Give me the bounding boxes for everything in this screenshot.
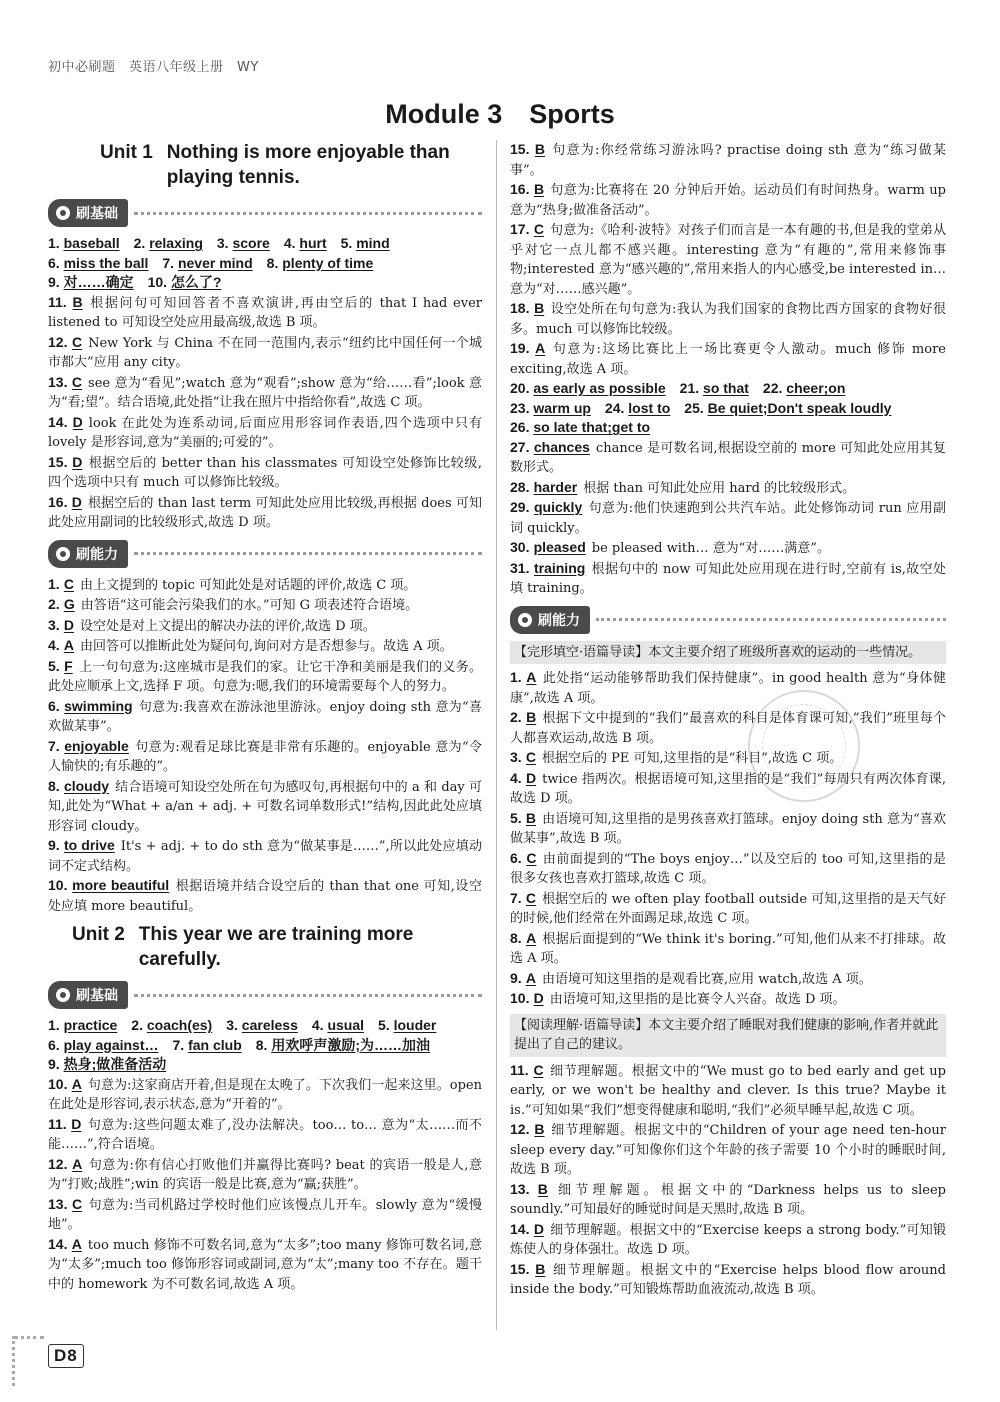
- answer-item: [48, 737, 482, 777]
- explanation-text: 细节理解题。根据文中的“Exercise helps blood flow around inside the body.”可知锻炼帮助血液流动,故选 B 项。: [510, 1262, 946, 1297]
- answer-text: B: [526, 709, 537, 725]
- explanation-text: 由语境可知,这里指的是比赛令人兴奋。故选 D 项。: [549, 992, 846, 1007]
- answer-item: [48, 836, 482, 876]
- answer-text: quickly: [533, 499, 583, 515]
- question-number: 4.: [48, 637, 60, 653]
- pen-icon: [518, 613, 532, 627]
- corner-dots-vertical: [12, 1336, 15, 1386]
- fill-answer-line: [510, 399, 946, 419]
- answer-text: B: [534, 300, 545, 316]
- answer-text: 对……确定: [63, 274, 134, 290]
- question-number: 13.: [510, 1180, 530, 1197]
- answer-text: harder: [533, 478, 578, 495]
- answer-text: C: [525, 749, 536, 765]
- explanation-text: look 在此处为连系动词,后面应用形容词作表语,四个选项中只有 lovely 是形容词,意为“美丽的;可爱的”。: [48, 415, 482, 450]
- dotted-rule: [596, 618, 946, 621]
- explanation-text: 上一句句意为:这座城市是我们的家。让它干净和美丽是我们的义务。此处应顺承上文,选择 F 项。句意为:嗯,我们的环境需要每个人的努力。: [48, 659, 482, 694]
- answer-text: never mind: [177, 254, 253, 271]
- explanation-text: 由答语“这可能会污染我们的水。”可知 G 项表述符合语境。: [80, 598, 419, 613]
- question-number: 9.: [48, 274, 64, 290]
- question-number: 6.: [48, 697, 60, 714]
- answer-text: cloudy: [63, 777, 110, 794]
- explanation-text: 句意为:当司机路过学校时他们应该慢点儿开车。slowly 意为“缓慢地”。: [48, 1197, 482, 1232]
- question-number: 8.: [241, 1036, 272, 1053]
- answer-text: B: [525, 809, 537, 826]
- explanation-text: It's + adj. + to do sth 意为“做某事是……”,所以此处应填动词不定式结构。: [48, 839, 482, 874]
- question-number: 4.: [510, 769, 522, 786]
- question-number: 9.: [48, 1056, 64, 1072]
- answer-item: [510, 989, 946, 1010]
- answer-item: [510, 1120, 946, 1180]
- unit1-title: [48, 140, 482, 190]
- dotted-rule: [134, 994, 482, 997]
- answer-text: A: [525, 969, 536, 986]
- answer-text: fan club: [188, 1036, 242, 1053]
- question-number: 4.: [269, 235, 300, 251]
- question-number: 7.: [148, 254, 178, 271]
- answer-item: [510, 769, 946, 809]
- answer-text: Be quiet;Don't speak loudly: [707, 399, 892, 416]
- unit1-basic-items: [48, 293, 482, 533]
- unit1-fill-answers: [48, 234, 482, 293]
- explanation-text: 由前面提到的“The boys enjoy…”以及空后的 too 可知,这里指的是很多女孩也喜欢打篮球,故选 C 项。: [510, 851, 947, 886]
- answer-item: [48, 636, 482, 657]
- question-number: 20.: [510, 380, 534, 396]
- question-number: 5.: [48, 657, 60, 674]
- answer-item: [510, 1220, 946, 1260]
- explanation-text: 此处指“运动能够帮助我们保持健康”。in good health 意为“身体健康”,故选 A 项。: [510, 671, 946, 706]
- dotted-rule: [134, 552, 482, 555]
- explanation-text: 由回答可以推断此处为疑问句,询问对方是否想参与。故选 A 项。: [79, 639, 453, 654]
- answer-text: 热身;做准备活动: [63, 1056, 167, 1072]
- fill-answer-line: [48, 1016, 482, 1036]
- question-number: 5.: [326, 235, 357, 251]
- answer-text: chances: [533, 438, 590, 455]
- answer-text: D: [71, 493, 82, 510]
- answer-item: [48, 616, 482, 637]
- explanation-text: 细节理解题。根据文中的“We must go to bed early and get up early, or we won't be healthy and clever. Is this true? Maybe it is.”可知如果“我们”想变得健康和聪明,“我们”必须早睡早起,故选 C 项。: [510, 1063, 947, 1118]
- answer-item: [510, 438, 946, 478]
- question-number: 1.: [510, 669, 522, 685]
- question-number: 16.: [48, 493, 68, 510]
- right-items-2: [510, 438, 946, 599]
- question-number: 7.: [510, 889, 522, 906]
- question-number: 12.: [48, 1155, 68, 1172]
- section-label: 刷能力: [76, 546, 118, 563]
- unit1-ability-items: [48, 575, 482, 917]
- answer-text: D: [525, 769, 537, 786]
- answer-text: hurt: [299, 235, 327, 251]
- answer-text: A: [71, 1235, 82, 1252]
- question-number: 10.: [48, 877, 68, 893]
- answer-text: C: [63, 575, 74, 592]
- answer-item: [510, 559, 946, 599]
- answer-text: B: [534, 141, 545, 157]
- question-number: 21.: [665, 380, 704, 396]
- question-number: 3.: [510, 749, 522, 765]
- answer-text: A: [535, 340, 546, 356]
- answer-text: cheer;on: [786, 380, 846, 396]
- answer-item: [510, 1260, 946, 1300]
- right-column: [510, 140, 946, 1300]
- explanation-text: 由语境可知这里指的是观看比赛,应用 watch,故选 A 项。: [541, 971, 872, 987]
- answer-item: [48, 657, 482, 697]
- answer-text: D: [71, 1115, 82, 1132]
- answer-item: [48, 333, 482, 373]
- answer-text: D: [533, 990, 544, 1006]
- answer-text: so that: [703, 380, 749, 396]
- answer-item: [48, 1235, 482, 1295]
- explanation-text: 根据后面提到的“We think it's boring.”可知,他们从来不打排球。故选 A 项。: [510, 931, 946, 966]
- explanation-text: 细节理解题。根据文中的“Darkness helps us to sleep soundly.”可知最好的睡觉时间是天黑时,故选 B 项。: [510, 1182, 947, 1217]
- question-number: 8.: [252, 254, 283, 271]
- pen-icon: [56, 206, 70, 220]
- explanation-text: 设空处所在句句意为:我认为我们国家的食物比西方国家的食物好很多。much 可以修饰比较级。: [510, 302, 946, 337]
- explanation-text: 结合语境可知设空处所在句为感叹句,再根据句中的 a 和 day 可知,此处为“What + a/an + adj. + 可数名词单数形式!”结构,因此此处应填形容词 cloudy。: [48, 779, 482, 834]
- answer-text: B: [533, 181, 545, 197]
- answer-text: C: [71, 333, 83, 350]
- answer-text: mind: [356, 235, 390, 251]
- fill-answer-line: [48, 1036, 482, 1056]
- question-number: 14.: [48, 413, 68, 430]
- reading-items: [510, 1061, 946, 1300]
- question-number: 24.: [590, 399, 629, 416]
- answer-text: miss the ball: [63, 254, 149, 271]
- answer-text: C: [526, 849, 537, 866]
- column-divider: [496, 140, 497, 1330]
- answer-item: [48, 293, 482, 333]
- answer-text: coach(es): [146, 1017, 213, 1033]
- question-number: 15.: [510, 1260, 530, 1277]
- unit2-number: Unit 2: [72, 924, 125, 945]
- question-number: 23.: [510, 399, 534, 416]
- question-number: 1.: [48, 235, 64, 251]
- fill-answer-line: [510, 418, 946, 438]
- explanation-text: 句意为:比赛将在 20 分钟后开始。运动员们有时间热身。warm up 意为“热身;做准备活动”。: [510, 183, 947, 218]
- answer-item: [48, 413, 482, 453]
- answer-text: more beautiful: [72, 877, 170, 893]
- answer-text: so late that;get to: [533, 419, 651, 435]
- explanation-text: 句意为:你有信心打败他们并赢得比赛吗? beat 的宾语一般是人,意为“打败;战胜”;win 的宾语一般是比赛,意为“赢;获胜”。: [48, 1157, 482, 1192]
- question-number: 22.: [748, 380, 787, 396]
- explanation-text: 根据空后的 than last term 可知此处应用比较级,再根据 does 可知此处应用副词的比较级形式,故选 D 项。: [48, 495, 482, 530]
- explanation-text: 句意为:他们快速跑到公共汽车站。此处修饰动词 run 应用副词 quickly。: [510, 501, 946, 536]
- answer-text: D: [72, 413, 83, 430]
- answer-text: as early as possible: [533, 380, 666, 396]
- answer-text: relaxing: [149, 235, 203, 251]
- explanation-text: 根据句中的 now 可知此处应用现在进行时,空前有 is,故空处填 training。: [510, 561, 946, 596]
- fill-answer-line: [48, 1055, 482, 1075]
- answer-item: [48, 876, 482, 916]
- answer-item: [48, 1115, 482, 1155]
- explanation-text: 根据下文中提到的“我们”最喜欢的科目是体育课可知,“我们”班里每个人都喜欢运动,故选 B 项。: [510, 711, 946, 746]
- question-number: 1.: [48, 1017, 64, 1033]
- question-number: 2.: [48, 596, 60, 612]
- unit2-fill-answers: [48, 1016, 482, 1075]
- answer-text: A: [72, 1155, 83, 1172]
- question-number: 8.: [48, 777, 60, 794]
- unit1-title-text: Nothing is more enjoyable than playing tennis.: [166, 142, 450, 188]
- explanation-text: 句意为:这场比赛比上一场比赛更令人激动。much 修饰 more exciting,故选 A 项。: [510, 342, 946, 377]
- question-number: 10.: [48, 1075, 68, 1092]
- unit2-basic-section-header: [48, 980, 482, 1010]
- question-number: 16.: [510, 181, 530, 197]
- explanation-text: see 意为“看见”;watch 意为“观看”;show 意为“给……看”;look 意为“看;望”。结合语境,此处指“让我在照片中指给你看”,故选 C 项。: [48, 375, 482, 410]
- fill-answer-line: [48, 273, 482, 293]
- answer-item: [48, 453, 482, 493]
- answer-text: 怎么了?: [170, 274, 222, 290]
- explanation-text: 细节理解题。根据文中的“Children of your age need ten-hour sleep every day.”可知像你们这个年龄的孩子需要 10 个小时的睡眠时间,故选 B 项。: [510, 1123, 946, 1177]
- question-number: 14.: [510, 1220, 530, 1237]
- question-number: 2.: [510, 709, 522, 725]
- answer-text: 用欢呼声激励;为……加油: [271, 1036, 430, 1053]
- answer-item: [48, 595, 482, 616]
- unit2-title-text: This year we are training more carefully.: [138, 924, 414, 970]
- answer-item: [510, 339, 946, 379]
- explanation-text: 句意为:你经常练习游泳吗? practise doing sth 意为“练习做某事”。: [510, 143, 946, 178]
- module-title: Module 3 Sports: [385, 99, 615, 129]
- question-number: 12.: [510, 1121, 530, 1137]
- answer-text: B: [535, 1260, 546, 1277]
- cloze-items: [510, 668, 946, 1010]
- answer-item: [48, 1075, 482, 1115]
- answer-item: [510, 180, 946, 220]
- fill-answer-line: [48, 234, 482, 254]
- question-number: 12.: [48, 333, 68, 350]
- question-number: 19.: [510, 340, 530, 356]
- answer-text: training: [533, 559, 586, 576]
- question-number: 6.: [510, 849, 522, 866]
- question-number: 1.: [48, 575, 60, 592]
- answer-item: [48, 1155, 482, 1195]
- section-tag: [510, 606, 590, 634]
- unit2-title: [48, 922, 482, 972]
- question-number: 3.: [48, 616, 60, 633]
- question-number: 15.: [510, 141, 530, 157]
- dotted-rule: [134, 212, 482, 215]
- explanation-text: 根据语境并结合设空后的 than that one 可知,设空处应填 more beautiful。: [48, 879, 482, 914]
- answer-item: [48, 697, 482, 737]
- answer-text: A: [526, 929, 537, 946]
- question-number: 3.: [202, 235, 233, 251]
- answer-text: B: [537, 1180, 548, 1197]
- fill-answer-line: [48, 254, 482, 274]
- answer-item: [510, 299, 946, 339]
- answer-item: [510, 849, 946, 889]
- explanation-text: 由上文提到的 topic 可知此处是对话题的评价,故选 C 项。: [79, 577, 417, 593]
- section-tag: [48, 199, 128, 227]
- running-head: 初中必刷题 英语八年级上册 WY: [48, 60, 259, 75]
- page-number: D8: [48, 1344, 84, 1368]
- right-items: [510, 140, 946, 379]
- answer-text: pleased: [533, 539, 586, 555]
- question-number: 7.: [158, 1036, 189, 1053]
- question-number: 2.: [117, 1017, 147, 1033]
- answer-text: A: [63, 637, 74, 653]
- answer-item: [510, 748, 946, 769]
- question-number: 30.: [510, 539, 530, 555]
- answer-text: play against…: [63, 1036, 159, 1053]
- answer-text: swimming: [64, 697, 133, 714]
- explanation-text: twice 指两次。根据语境可知,这里指的是“我们”每周只有两次体育课,故选 D 项。: [510, 771, 946, 806]
- answer-text: practice: [63, 1017, 118, 1033]
- corner-dots: [14, 1336, 44, 1339]
- section-label: 刷基础: [76, 206, 118, 222]
- question-number: 7.: [48, 737, 60, 754]
- explanation-text: 句意为:观看足球比赛是非常有乐趣的。enjoyable 意为“令人愉快的;有乐趣的”。: [48, 739, 482, 774]
- answer-text: enjoyable: [64, 737, 129, 754]
- answer-text: usual: [327, 1017, 365, 1033]
- explanation-text: New York 与 China 不在同一范围内,表示“纽约比中国任何一个城市都大”应用 any city。: [48, 335, 482, 370]
- question-number: 26.: [510, 419, 534, 435]
- answer-text: score: [232, 235, 270, 251]
- reading-guide: 【阅读理解·语篇导读】本文主要介绍了睡眠对我们健康的影响,作者并就此提出了自己的建议。: [510, 1014, 946, 1057]
- answer-item: [510, 929, 946, 969]
- answer-item: [510, 889, 946, 929]
- question-number: 31.: [510, 559, 530, 576]
- answer-text: C: [72, 1195, 83, 1212]
- left-column: [48, 140, 482, 1294]
- question-number: 2.: [119, 235, 150, 251]
- answer-item: [510, 140, 946, 180]
- question-number: 14.: [48, 1235, 68, 1252]
- answer-item: [510, 538, 946, 559]
- question-number: 13.: [48, 373, 68, 390]
- answer-text: B: [72, 293, 83, 310]
- question-number: 13.: [48, 1195, 68, 1212]
- answer-text: lost to: [628, 399, 671, 416]
- question-number: 25.: [670, 399, 708, 416]
- answer-item: [510, 1180, 946, 1220]
- answer-text: F: [64, 657, 73, 674]
- question-number: 15.: [48, 453, 68, 470]
- question-number: 5.: [510, 809, 522, 826]
- explanation-text: be pleased with… 意为“对……满意”。: [591, 541, 830, 556]
- question-number: 6.: [48, 1036, 64, 1053]
- question-number: 6.: [48, 254, 64, 271]
- answer-text: to drive: [64, 837, 115, 853]
- explanation-text: 句意为:我喜欢在游泳池里游泳。enjoy doing sth 意为“喜欢做某事”。: [48, 699, 482, 734]
- question-number: 27.: [510, 438, 530, 455]
- unit2-basic-items: [48, 1075, 482, 1295]
- cloze-guide: 【完形填空·语篇导读】本文主要介绍了班级所喜欢的运动的一些情况。: [510, 641, 946, 665]
- answer-text: C: [525, 889, 537, 906]
- question-number: 18.: [510, 300, 530, 316]
- answer-item: [510, 969, 946, 990]
- answer-text: C: [533, 221, 544, 237]
- unit1-basic-section-header: [48, 198, 482, 228]
- explanation-text: 句意为:这些问题太难了,没办法解决。too… to… 意为“太……而不能……”,符合语境。: [48, 1117, 482, 1152]
- answer-item: [48, 575, 482, 596]
- explanation-text: chance 是可数名词,根据设空前的 more 可知此处应用其复数形式。: [510, 440, 947, 475]
- explanation-text: 设空处是对上文提出的解决办法的评价,故选 D 项。: [79, 618, 376, 634]
- answer-text: louder: [393, 1017, 437, 1033]
- explanation-text: 句意为:《哈利·波特》对孩子们而言是一本有趣的书,但是我的堂弟从乎对它一点儿都不感兴趣。interesting 意为“有趣的”,常用来修饰事物;interested 意为“感兴趣的”,常用来指人的内心感受,be interested in… 意为“对……感兴趣”。: [510, 223, 946, 297]
- answer-item: [48, 1195, 482, 1235]
- answer-text: G: [63, 596, 75, 612]
- answer-text: A: [71, 1075, 82, 1092]
- question-number: 10.: [510, 990, 530, 1006]
- explanation-text: 根据空后的 we often play football outside 可知,这里指的是天气好的时候,他们经常在外面踢足球,故选 C 项。: [510, 891, 946, 926]
- answer-text: C: [71, 373, 83, 390]
- section-label: 刷基础: [76, 988, 118, 1004]
- answer-text: D: [533, 1220, 544, 1237]
- answer-item: [510, 809, 946, 849]
- answer-text: D: [63, 616, 74, 633]
- question-number: 9.: [510, 969, 522, 986]
- question-number: 11.: [48, 1115, 67, 1132]
- answer-item: [510, 668, 946, 708]
- answer-text: baseball: [63, 235, 120, 251]
- explanation-text: 由语境可知,这里指的是男孩喜欢打篮球。enjoy doing sth 意为“喜欢做某事”,故选 B 项。: [510, 811, 946, 846]
- question-number: 28.: [510, 478, 530, 495]
- answer-item: [48, 777, 482, 837]
- question-number: 11.: [48, 293, 67, 310]
- explanation-text: 细节理解题。根据文中的“Exercise keeps a strong body.”可知锻炼使人的身体强壮。故选 D 项。: [510, 1222, 946, 1257]
- question-number: 17.: [510, 221, 530, 237]
- answer-text: C: [533, 1061, 544, 1078]
- unit1-ability-section-header: [48, 539, 482, 569]
- unit2-ability-section-header: [510, 605, 946, 635]
- answer-item: [48, 373, 482, 413]
- answer-text: D: [72, 453, 83, 470]
- answer-item: [48, 493, 482, 533]
- question-number: 3.: [212, 1017, 242, 1033]
- answer-item: [510, 220, 946, 299]
- question-number: 11.: [510, 1061, 529, 1078]
- pen-icon: [56, 547, 70, 561]
- explanation-text: 根据 than 可知此处应用 hard 的比较级形式。: [583, 480, 856, 496]
- right-fill-answers: [510, 379, 946, 438]
- explanation-text: 根据空后的 PE 可知,这里指的是“科目”,故选 C 项。: [541, 751, 843, 766]
- explanation-text: 根据问句可知回答者不喜欢演讲,再由空后的 that I had ever listened to 可知设空处应用最高级,故选 B 项。: [48, 295, 482, 330]
- question-number: 4.: [297, 1017, 328, 1033]
- explanation-text: 句意为:这家商店开着,但是现在太晚了。下次我们一起来这里。open 在此处是形容词,表示状态,意为“开着的”。: [48, 1077, 482, 1112]
- answer-text: plenty of time: [282, 254, 374, 271]
- explanation-text: too much 修饰不可数名词,意为“太多”;too many 修饰可数名词,意为“太多”;much too 修饰形容词或副词,意为“太”;many too 不存在。题干中的 homework 为不可数名词,故选 A 项。: [48, 1237, 482, 1292]
- answer-item: [510, 498, 946, 538]
- answer-item: [510, 1061, 946, 1121]
- question-number: 9.: [48, 837, 60, 853]
- answer-item: [510, 478, 946, 499]
- pen-icon: [56, 988, 70, 1002]
- section-tag: [48, 540, 128, 568]
- unit1-number: Unit 1: [100, 142, 153, 163]
- question-number: 5.: [364, 1017, 394, 1033]
- fill-answer-line: [510, 379, 946, 399]
- question-number: 10.: [133, 274, 171, 290]
- answer-text: warm up: [533, 399, 591, 416]
- question-number: 29.: [510, 499, 530, 515]
- answer-item: [510, 708, 946, 748]
- answer-text: A: [526, 669, 537, 685]
- question-number: 8.: [510, 929, 522, 946]
- answer-text: B: [534, 1121, 545, 1137]
- explanation-text: 根据空后的 better than his classmates 可知设空处修饰比较级,四个选项中只有 much 可以修饰比较级。: [48, 455, 482, 490]
- section-tag: [48, 981, 128, 1009]
- section-label: 刷能力: [538, 612, 580, 629]
- answer-text: careless: [241, 1017, 298, 1033]
